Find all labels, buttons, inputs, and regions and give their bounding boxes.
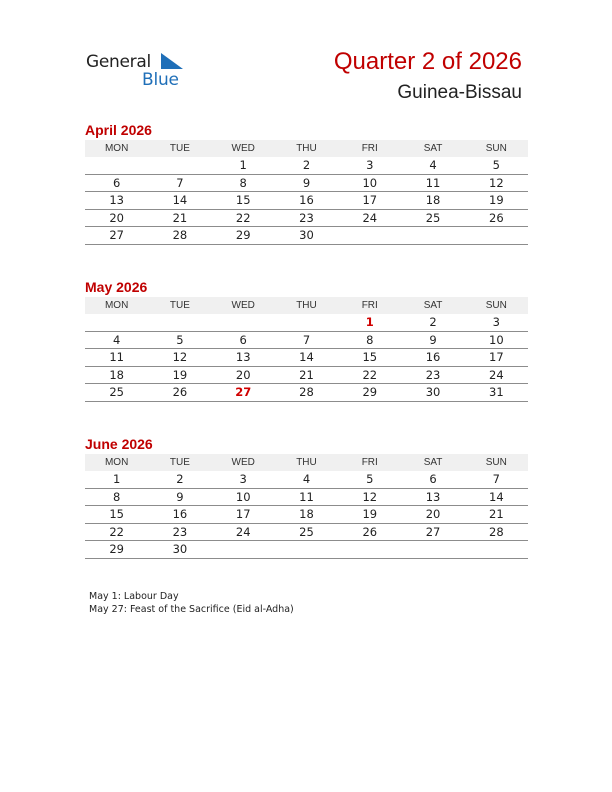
- date-cell: [212, 314, 275, 331]
- week-row: [85, 332, 528, 350]
- week-row: [85, 157, 528, 175]
- date-cell: 2: [176, 472, 184, 486]
- date-cell: 17: [235, 507, 251, 521]
- date-cell: 3: [492, 315, 500, 329]
- holiday-notes: [89, 590, 294, 616]
- generalblue-logo: [86, 50, 186, 90]
- week-row: [85, 471, 528, 489]
- date-cell: 5: [176, 332, 184, 347]
- weekday-label: FRI: [361, 457, 378, 468]
- date-cell: 19: [362, 507, 378, 521]
- date-cell: 1: [112, 472, 121, 486]
- date-cell: 23: [299, 210, 314, 225]
- week-row: [85, 210, 528, 228]
- month-title: May 2026: [85, 279, 148, 295]
- date-cell: 20: [235, 367, 251, 382]
- date-cell: 21: [299, 367, 314, 382]
- date-cell: 21: [489, 507, 504, 521]
- date-cell: 10: [235, 489, 251, 504]
- date-cell: 18: [425, 193, 441, 207]
- date-cell: 14: [172, 193, 188, 207]
- date-cell: 6: [429, 472, 437, 486]
- month-title: April 2026: [85, 122, 152, 138]
- date-cell: 24: [235, 524, 251, 539]
- date-cell: 23: [425, 367, 441, 382]
- date-cell: 17: [362, 193, 378, 207]
- date-cell: 25: [299, 524, 314, 539]
- date-cell: 5: [492, 158, 500, 172]
- date-cell: 8: [239, 175, 247, 190]
- date-cell: 28: [299, 385, 314, 399]
- weekday-header: [85, 140, 528, 157]
- weekday-label: WED: [231, 457, 255, 468]
- weekday-label: WED: [231, 143, 255, 154]
- holiday-note: May 1: Labour Day: [89, 591, 179, 602]
- date-cell: 26: [172, 385, 188, 399]
- holiday-date-cell: 1: [365, 315, 374, 329]
- week-row: [85, 227, 528, 245]
- date-cell: 10: [362, 175, 378, 190]
- date-cell: 9: [176, 489, 184, 504]
- date-cell: 15: [109, 507, 124, 521]
- date-cell: 5: [366, 472, 374, 486]
- weekday-label: SAT: [423, 143, 443, 154]
- week-row: [85, 506, 528, 524]
- date-cell: [465, 227, 528, 244]
- date-cell: [465, 541, 528, 558]
- date-cell: 22: [235, 210, 251, 225]
- date-cell: 2: [429, 315, 437, 329]
- date-cell: 19: [489, 193, 504, 207]
- date-cell: 6: [112, 175, 121, 190]
- date-cell: [275, 541, 338, 558]
- date-cell: 20: [109, 210, 124, 225]
- date-cell: 8: [112, 489, 121, 504]
- week-row: [85, 489, 528, 507]
- date-cell: 31: [489, 385, 504, 399]
- weekday-label: MON: [104, 143, 129, 154]
- date-cell: 23: [172, 524, 188, 539]
- weekday-label: WED: [231, 300, 255, 311]
- date-cell: 13: [109, 193, 124, 207]
- date-cell: 28: [172, 228, 188, 242]
- week-row: [85, 349, 528, 367]
- country-name: Guinea-Bissau: [397, 82, 522, 103]
- date-cell: 17: [489, 350, 504, 364]
- date-cell: [401, 541, 464, 558]
- date-cell: [275, 314, 338, 331]
- weekday-header: [85, 454, 528, 471]
- date-cell: 12: [489, 175, 504, 190]
- month-block-june: [85, 436, 528, 559]
- month-block-april: [85, 122, 528, 245]
- logo-triangle-icon: [161, 53, 183, 69]
- date-cell: 22: [109, 524, 124, 539]
- date-cell: [338, 227, 401, 244]
- week-row: [85, 314, 528, 332]
- date-cell: 14: [489, 489, 504, 504]
- date-cell: [212, 541, 275, 558]
- week-row: [85, 524, 528, 542]
- date-cell: 27: [425, 524, 441, 539]
- date-cell: 27: [109, 228, 124, 242]
- holiday-date-cell: 27: [235, 385, 252, 399]
- weekday-label: SAT: [423, 300, 443, 311]
- date-cell: 21: [172, 210, 188, 225]
- week-row: [85, 175, 528, 193]
- date-cell: 9: [429, 332, 437, 347]
- date-cell: [401, 227, 464, 244]
- weekday-label: SUN: [485, 300, 507, 311]
- date-cell: 29: [235, 228, 251, 242]
- weekday-label: FRI: [361, 143, 378, 154]
- date-cell: 12: [362, 489, 378, 504]
- logo-word-blue: Blue: [142, 70, 179, 90]
- week-row: [85, 367, 528, 385]
- date-cell: 4: [112, 332, 121, 347]
- date-cell: 3: [366, 158, 374, 172]
- date-cell: 16: [425, 350, 441, 364]
- date-cell: [85, 314, 148, 331]
- date-cell: 25: [109, 385, 124, 399]
- date-cell: 19: [172, 367, 188, 382]
- weekday-label: SUN: [485, 143, 507, 154]
- logo-word-general: General: [86, 52, 151, 72]
- date-cell: 30: [425, 385, 441, 399]
- page-title: Quarter 2 of 2026: [333, 48, 522, 75]
- date-cell: 13: [235, 350, 251, 364]
- weekday-label: THU: [296, 457, 317, 468]
- date-cell: 28: [489, 524, 504, 539]
- weekday-label: MON: [104, 457, 129, 468]
- date-cell: 18: [109, 367, 124, 382]
- month-title: June 2026: [85, 436, 153, 452]
- date-cell: 16: [172, 507, 188, 521]
- weekday-label: MON: [104, 300, 129, 311]
- date-cell: 15: [362, 350, 378, 364]
- weekday-label: TUE: [169, 143, 190, 154]
- date-cell: 8: [366, 332, 374, 347]
- date-cell: 16: [299, 193, 314, 207]
- date-cell: 15: [235, 193, 251, 207]
- date-cell: 7: [492, 472, 500, 486]
- date-cell: 4: [429, 158, 437, 172]
- date-cell: 20: [425, 507, 441, 521]
- date-cell: 6: [239, 332, 247, 347]
- weekday-label: TUE: [169, 457, 190, 468]
- date-cell: 11: [109, 350, 124, 364]
- date-cell: [85, 157, 148, 174]
- date-cell: 29: [109, 542, 124, 556]
- weekday-label: THU: [296, 300, 317, 311]
- date-cell: 10: [489, 332, 504, 347]
- week-row: [85, 541, 528, 559]
- date-cell: 30: [299, 228, 314, 242]
- date-cell: 11: [299, 489, 314, 504]
- date-cell: 30: [172, 542, 188, 556]
- weekday-label: TUE: [169, 300, 190, 311]
- date-cell: 26: [362, 524, 378, 539]
- date-cell: [148, 157, 211, 174]
- date-cell: 7: [302, 332, 311, 347]
- holiday-note: May 27: Feast of the Sacrifice (Eid al-Adha): [89, 604, 294, 615]
- date-cell: 24: [362, 210, 378, 225]
- date-cell: 24: [489, 367, 504, 382]
- date-cell: 9: [302, 175, 311, 190]
- date-cell: 1: [239, 158, 247, 172]
- date-cell: 11: [425, 175, 441, 190]
- weekday-header: [85, 297, 528, 314]
- date-cell: 13: [425, 489, 441, 504]
- date-cell: 29: [362, 385, 378, 399]
- date-cell: 26: [489, 210, 504, 225]
- date-cell: [148, 314, 211, 331]
- date-cell: 12: [172, 350, 188, 364]
- date-cell: 3: [239, 472, 247, 486]
- date-cell: 4: [302, 472, 311, 486]
- date-cell: 14: [299, 350, 314, 364]
- weekday-label: SAT: [423, 457, 443, 468]
- weekday-label: THU: [296, 143, 317, 154]
- month-block-may: [85, 279, 528, 402]
- date-cell: [338, 541, 401, 558]
- weekday-label: SUN: [485, 457, 507, 468]
- date-cell: 7: [176, 175, 184, 190]
- date-cell: 18: [299, 507, 314, 521]
- week-row: [85, 384, 528, 402]
- date-cell: 2: [302, 158, 311, 172]
- weekday-label: FRI: [361, 300, 378, 311]
- date-cell: 22: [362, 367, 378, 382]
- week-row: [85, 192, 528, 210]
- date-cell: 25: [425, 210, 441, 225]
